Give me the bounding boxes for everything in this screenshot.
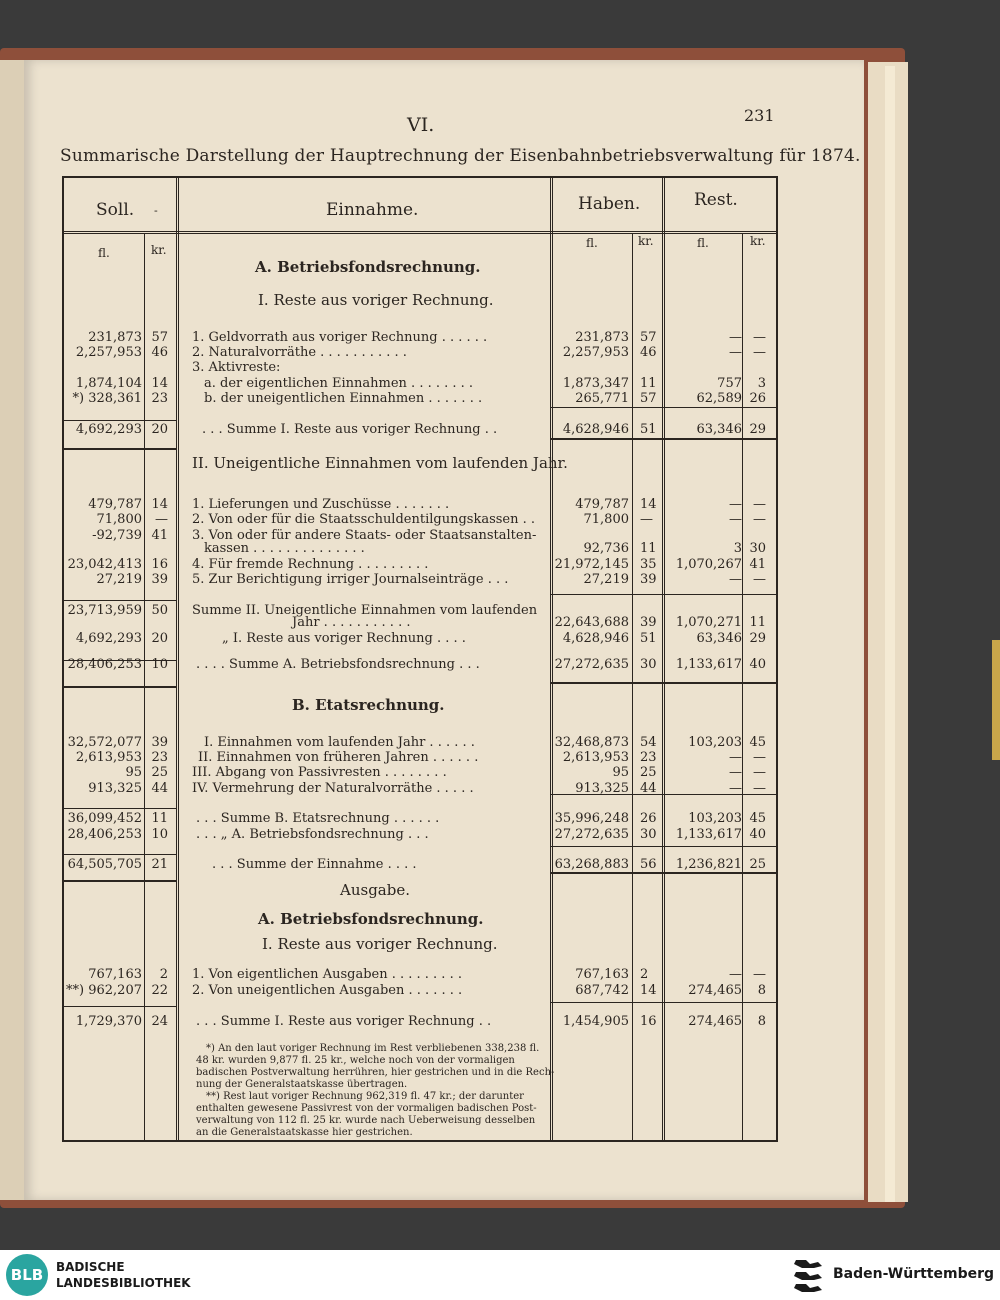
einnahme-header: Einnahme. xyxy=(326,200,419,220)
rest-kr-value: 8 xyxy=(757,983,766,998)
haben-fl-value: 92,736 xyxy=(583,541,629,556)
soll-fl-value: 4,692,293 xyxy=(75,631,142,646)
footnote-line: 48 kr. wurden 9,877 fl. 25 kr., welche noch von der vormaligen xyxy=(196,1055,515,1066)
haben-divider xyxy=(662,178,665,1140)
rule-soll-1 xyxy=(64,420,176,421)
haben-fl-value: 27,219 xyxy=(583,572,629,587)
haben-kr-value: 46 xyxy=(640,345,657,360)
haben-kr-value: 51 xyxy=(640,422,657,437)
row-description: 3. Von oder für andere Staats- oder Staatsanstalten- xyxy=(192,528,537,543)
haben-kr-value: 56 xyxy=(640,857,657,872)
rest-kr-value: — xyxy=(753,497,766,512)
soll-kr-value: 39 xyxy=(151,735,168,750)
rest-kr-value: 29 xyxy=(749,422,766,437)
soll-fl-value: 28,406,253 xyxy=(67,657,142,672)
row-description: Summe II. Uneigentliche Einnahmen vom laufenden xyxy=(192,603,538,618)
row-description: 2. Naturalvorräthe . . . . . . . . . . . xyxy=(192,345,407,360)
haben-fl-value: 767,163 xyxy=(575,967,629,982)
haben-fl-value: 27,272,635 xyxy=(554,827,629,842)
haben-fl-value: 27,272,635 xyxy=(554,657,629,672)
rule-haben-4 xyxy=(550,682,776,684)
soll-fl-value: 27,219 xyxy=(96,572,142,587)
haben-kr-value: 11 xyxy=(640,541,657,556)
rest-kr-value: 11 xyxy=(749,615,766,630)
soll-kr-value: 50 xyxy=(151,603,168,618)
rest-kr-value: — xyxy=(753,572,766,587)
section-heading: A. Betriebsfondsrechnung. xyxy=(255,258,481,276)
rest-kr-divider xyxy=(742,234,743,1140)
section-heading: I. Reste aus voriger Rechnung. xyxy=(258,291,494,309)
row-description: 1. Geldvorrath aus voriger Rechnung . . . . . . xyxy=(192,330,488,345)
soll-divider xyxy=(176,178,179,1140)
soll-header-mark: - xyxy=(154,204,158,217)
soll-kr-value: 11 xyxy=(151,811,168,826)
page-edges-inner xyxy=(885,66,895,1202)
rule-haben-6 xyxy=(550,846,776,847)
haben-kr-value: 44 xyxy=(640,781,657,796)
rest-fl-value: — xyxy=(729,765,742,780)
haben-kr-value: 30 xyxy=(640,657,657,672)
rest-kr-value: 8 xyxy=(757,1014,766,1029)
rest-fl-value: 274,465 xyxy=(688,1014,742,1029)
soll-fl-value: 64,505,705 xyxy=(67,857,142,872)
soll-kr-value: 20 xyxy=(151,631,168,646)
page-title: Summarische Darstellung der Hauptrechnung der Eisenbahnbetriebsverwaltung für 1874. xyxy=(60,146,861,166)
rest-fl-value: — xyxy=(729,512,742,527)
haben-kr-value: 25 xyxy=(640,765,657,780)
rule-soll-7 xyxy=(64,854,176,855)
soll-kr-value: 16 xyxy=(151,557,168,572)
soll-header: Soll. xyxy=(96,200,135,220)
haben-fl-value: 35,996,248 xyxy=(554,811,629,826)
row-description: b. der uneigentlichen Einnahmen . . . . . . . xyxy=(204,391,483,406)
soll-kr-value: 10 xyxy=(151,657,168,672)
rest-fl-value: 757 xyxy=(717,376,742,391)
rest-kr-value: — xyxy=(753,781,766,796)
rest-fl-value: 1,236,821 xyxy=(675,857,742,872)
soll-kr-value: 14 xyxy=(151,497,168,512)
soll-fl-value: 767,163 xyxy=(88,967,142,982)
soll-fl-value: 23,713,959 xyxy=(67,603,142,618)
rest-fl-unit: fl. xyxy=(697,236,709,250)
rule-haben-2 xyxy=(550,438,776,440)
rule-soll-2 xyxy=(64,448,176,450)
row-description: 4. Für fremde Rechnung . . . . . . . . . xyxy=(192,557,429,572)
section-heading: Ausgabe. xyxy=(340,881,410,899)
section-heading: I. Reste aus voriger Rechnung. xyxy=(262,935,498,953)
soll-fl-value: 36,099,452 xyxy=(67,811,142,826)
row-description: I. Einnahmen vom laufenden Jahr . . . . . . xyxy=(204,735,475,750)
rest-fl-value: — xyxy=(729,781,742,796)
soll-kr-value: 23 xyxy=(151,391,168,406)
header-rule xyxy=(64,231,776,234)
rule-soll-9 xyxy=(64,1006,176,1007)
soll-kr-value: 39 xyxy=(151,572,168,587)
haben-fl-value: 32,468,873 xyxy=(554,735,629,750)
row-description: II. Einnahmen von früheren Jahren . . . . . . xyxy=(198,750,479,765)
soll-kr-value: 44 xyxy=(151,781,168,796)
einnahme-divider xyxy=(550,178,553,1140)
row-description: 1. Von eigentlichen Ausgaben . . . . . . . . . xyxy=(192,967,462,982)
soll-fl-value: 2,613,953 xyxy=(75,750,142,765)
footnote-line: *) An den laut voriger Rechnung im Rest verbliebenen 338,238 fl. xyxy=(206,1043,540,1054)
rest-kr-value: 30 xyxy=(749,541,766,556)
footnote-line: nung der Generalstaatskasse übertragen. xyxy=(196,1079,408,1090)
haben-fl-value: 21,972,145 xyxy=(554,557,629,572)
section-heading: A. Betriebsfondsrechnung. xyxy=(258,910,484,928)
soll-fl-value: **) 962,207 xyxy=(66,983,142,998)
row-description: Jahr . . . . . . . . . . . xyxy=(292,615,411,630)
haben-fl-value: 1,873,347 xyxy=(562,376,629,391)
row-description: . . . Summe der Einnahme . . . . xyxy=(212,857,417,872)
section-heading: B. Etatsrechnung. xyxy=(292,696,445,714)
rest-fl-value: 1,133,617 xyxy=(675,827,742,842)
row-description: 1. Lieferungen und Zuschüsse . . . . . . . xyxy=(192,497,450,512)
haben-fl-value: 265,771 xyxy=(575,391,629,406)
rest-kr-value: — xyxy=(753,330,766,345)
row-description: 2. Von oder für die Staatsschuldentilgungskassen . . xyxy=(192,512,536,527)
soll-fl-value: 23,042,413 xyxy=(67,557,142,572)
coat-of-arms-icon xyxy=(792,1256,826,1294)
row-description: . . . Summe I. Reste aus voriger Rechnung . . xyxy=(196,1014,492,1029)
haben-kr-value: 35 xyxy=(640,557,657,572)
bookmark-ribbon xyxy=(992,640,1000,760)
soll-kr-value: 14 xyxy=(151,376,168,391)
haben-fl-value: 2,257,953 xyxy=(562,345,629,360)
rest-kr-value: — xyxy=(753,512,766,527)
soll-kr-unit: kr. xyxy=(151,243,167,257)
rest-fl-value: 103,203 xyxy=(688,811,742,826)
rule-soll-8 xyxy=(64,880,176,882)
soll-fl-value: -92,739 xyxy=(92,528,142,543)
rest-fl-value: — xyxy=(729,345,742,360)
footnote-line: verwaltung von 112 fl. 25 kr. wurde nach Ueberweisung desselben xyxy=(196,1115,536,1126)
soll-fl-value: 2,257,953 xyxy=(75,345,142,360)
rest-fl-value: 3 xyxy=(733,541,742,556)
row-description: 2. Von uneigentlichen Ausgaben . . . . . . . xyxy=(192,983,463,998)
soll-fl-value: 479,787 xyxy=(88,497,142,512)
soll-fl-value: 4,692,293 xyxy=(75,422,142,437)
rest-fl-value: — xyxy=(729,967,742,982)
page-number: 231 xyxy=(744,106,775,125)
haben-kr-value: 51 xyxy=(640,631,657,646)
haben-kr-value: 16 xyxy=(640,1014,657,1029)
rest-fl-value: 274,465 xyxy=(688,983,742,998)
soll-fl-value: 28,406,253 xyxy=(67,827,142,842)
rule-haben-1 xyxy=(550,407,776,408)
blb-name-line1: BADISCHE xyxy=(56,1260,125,1274)
rule-soll-5 xyxy=(64,686,176,688)
soll-kr-value: 57 xyxy=(151,330,168,345)
rest-fl-value: — xyxy=(729,497,742,512)
rest-fl-value: 1,070,267 xyxy=(675,557,742,572)
haben-kr-value: 30 xyxy=(640,827,657,842)
soll-kr-value: 24 xyxy=(151,1014,168,1029)
haben-fl-value: 4,628,946 xyxy=(562,422,629,437)
rest-kr-value: — xyxy=(753,765,766,780)
footnote-line: enthalten gewesene Passivrest von der vormaligen badischen Post- xyxy=(196,1103,537,1114)
haben-kr-value: 57 xyxy=(640,330,657,345)
blb-name-line2: LANDESBIBLIOTHEK xyxy=(56,1276,191,1290)
row-description: III. Abgang von Passivresten . . . . . . . . xyxy=(192,765,447,780)
haben-kr-value: 57 xyxy=(640,391,657,406)
soll-fl-value: 71,800 xyxy=(96,512,142,527)
footnote-line: badischen Postverwaltung herrühren, hier gestrichen und in die Rech- xyxy=(196,1067,555,1078)
soll-fl-value: 1,729,370 xyxy=(75,1014,142,1029)
soll-kr-value: 10 xyxy=(151,827,168,842)
soll-kr-value: 22 xyxy=(151,983,168,998)
haben-fl-value: 231,873 xyxy=(575,330,629,345)
haben-kr-value: 14 xyxy=(640,983,657,998)
row-description: . . . . Summe A. Betriebsfondsrechnung . . . xyxy=(196,657,480,672)
haben-kr-value: 11 xyxy=(640,376,657,391)
rest-kr-value: 41 xyxy=(749,557,766,572)
rest-kr-value: 45 xyxy=(749,735,766,750)
row-description: . . . Summe B. Etatsrechnung . . . . . . xyxy=(196,811,440,826)
section-heading: II. Uneigentliche Einnahmen vom laufenden Jahr. xyxy=(192,454,568,472)
haben-fl-value: 71,800 xyxy=(583,512,629,527)
haben-kr-value: 23 xyxy=(640,750,657,765)
rule-haben-8 xyxy=(550,1002,776,1003)
rest-fl-value: 103,203 xyxy=(688,735,742,750)
row-description: 3. Aktivreste: xyxy=(192,360,281,375)
soll-fl-value: 1,874,104 xyxy=(75,376,142,391)
section-number: VI. xyxy=(407,114,435,136)
rest-fl-value: — xyxy=(729,330,742,345)
baden-wuerttemberg-label[interactable]: Baden-Württemberg xyxy=(833,1266,995,1282)
rest-fl-value: 1,133,617 xyxy=(675,657,742,672)
haben-kr-value: 14 xyxy=(640,497,657,512)
haben-fl-value: 4,628,946 xyxy=(562,631,629,646)
soll-fl-unit: fl. xyxy=(98,246,110,260)
soll-fl-value: 95 xyxy=(125,765,142,780)
haben-fl-value: 95 xyxy=(612,765,629,780)
haben-kr-value: — xyxy=(640,512,653,527)
rest-fl-value: 62,589 xyxy=(696,391,742,406)
soll-kr-value: 20 xyxy=(151,422,168,437)
haben-fl-value: 63,268,883 xyxy=(554,857,629,872)
row-description: a. der eigentlichen Einnahmen . . . . . . . . xyxy=(204,376,474,391)
rest-kr-value: — xyxy=(753,967,766,982)
row-description: . . . „ A. Betriebsfondsrechnung . . . xyxy=(196,827,429,842)
rest-fl-value: 1,070,271 xyxy=(675,615,742,630)
haben-fl-value: 1,454,905 xyxy=(562,1014,629,1029)
row-description: 5. Zur Berichtigung irriger Journalseinträge . . . xyxy=(192,572,509,587)
soll-kr-value: — xyxy=(155,512,168,527)
rest-fl-value: 63,346 xyxy=(696,631,742,646)
soll-kr-value: 46 xyxy=(151,345,168,360)
haben-kr-unit: kr. xyxy=(638,234,654,248)
rule-soll-6 xyxy=(64,808,176,809)
footnote-line: an die Generalstaatskasse hier gestrichen. xyxy=(196,1127,413,1138)
haben-kr-value: 39 xyxy=(640,572,657,587)
haben-fl-value: 479,787 xyxy=(575,497,629,512)
rest-kr-value: 45 xyxy=(749,811,766,826)
soll-kr-value: 2 xyxy=(159,967,168,982)
haben-fl-value: 2,613,953 xyxy=(562,750,629,765)
rest-kr-value: 29 xyxy=(749,631,766,646)
rule-haben-7 xyxy=(550,872,776,874)
rest-header: Rest. xyxy=(694,190,738,210)
soll-kr-value: 41 xyxy=(151,528,168,543)
haben-fl-value: 687,742 xyxy=(575,983,629,998)
soll-kr-value: 23 xyxy=(151,750,168,765)
rest-kr-value: — xyxy=(753,345,766,360)
rest-kr-value: 25 xyxy=(749,857,766,872)
rest-fl-value: 63,346 xyxy=(696,422,742,437)
rest-kr-value: 3 xyxy=(757,376,766,391)
rest-kr-unit: kr. xyxy=(750,234,766,248)
row-description: kassen . . . . . . . . . . . . . . xyxy=(204,541,365,556)
soll-fl-value: 231,873 xyxy=(88,330,142,345)
rule-haben-3 xyxy=(550,594,776,595)
haben-kr-value: 39 xyxy=(640,615,657,630)
rest-kr-value: 26 xyxy=(749,391,766,406)
rest-fl-value: — xyxy=(729,750,742,765)
rest-kr-value: 40 xyxy=(749,827,766,842)
haben-kr-divider xyxy=(632,234,633,1140)
haben-fl-value: 913,325 xyxy=(575,781,629,796)
haben-kr-value: 26 xyxy=(640,811,657,826)
rest-kr-value: — xyxy=(753,750,766,765)
soll-fl-value: *) 328,361 xyxy=(72,391,142,406)
haben-fl-value: 22,643,688 xyxy=(554,615,629,630)
row-description: „ I. Reste aus voriger Rechnung . . . . xyxy=(222,631,466,646)
soll-fl-value: 32,572,077 xyxy=(67,735,142,750)
haben-kr-value: 54 xyxy=(640,735,657,750)
blb-logo[interactable]: BLB xyxy=(6,1254,48,1296)
haben-header: Haben. xyxy=(578,194,641,214)
haben-fl-unit: fl. xyxy=(586,236,598,250)
blb-name[interactable] xyxy=(56,1259,191,1291)
haben-kr-value: 2 xyxy=(640,967,649,982)
soll-fl-value: 913,325 xyxy=(88,781,142,796)
rest-fl-value: — xyxy=(729,572,742,587)
soll-kr-value: 21 xyxy=(151,857,168,872)
soll-kr-value: 25 xyxy=(151,765,168,780)
rest-kr-value: 40 xyxy=(749,657,766,672)
footnote-line: **) Rest laut voriger Rechnung 962,319 fl. 47 kr.; der darunter xyxy=(206,1091,524,1102)
row-description: IV. Vermehrung der Naturalvorräthe . . . . . xyxy=(192,781,474,796)
rule-soll-3 xyxy=(64,600,176,601)
row-description: . . . Summe I. Reste aus voriger Rechnung . . xyxy=(202,422,498,437)
